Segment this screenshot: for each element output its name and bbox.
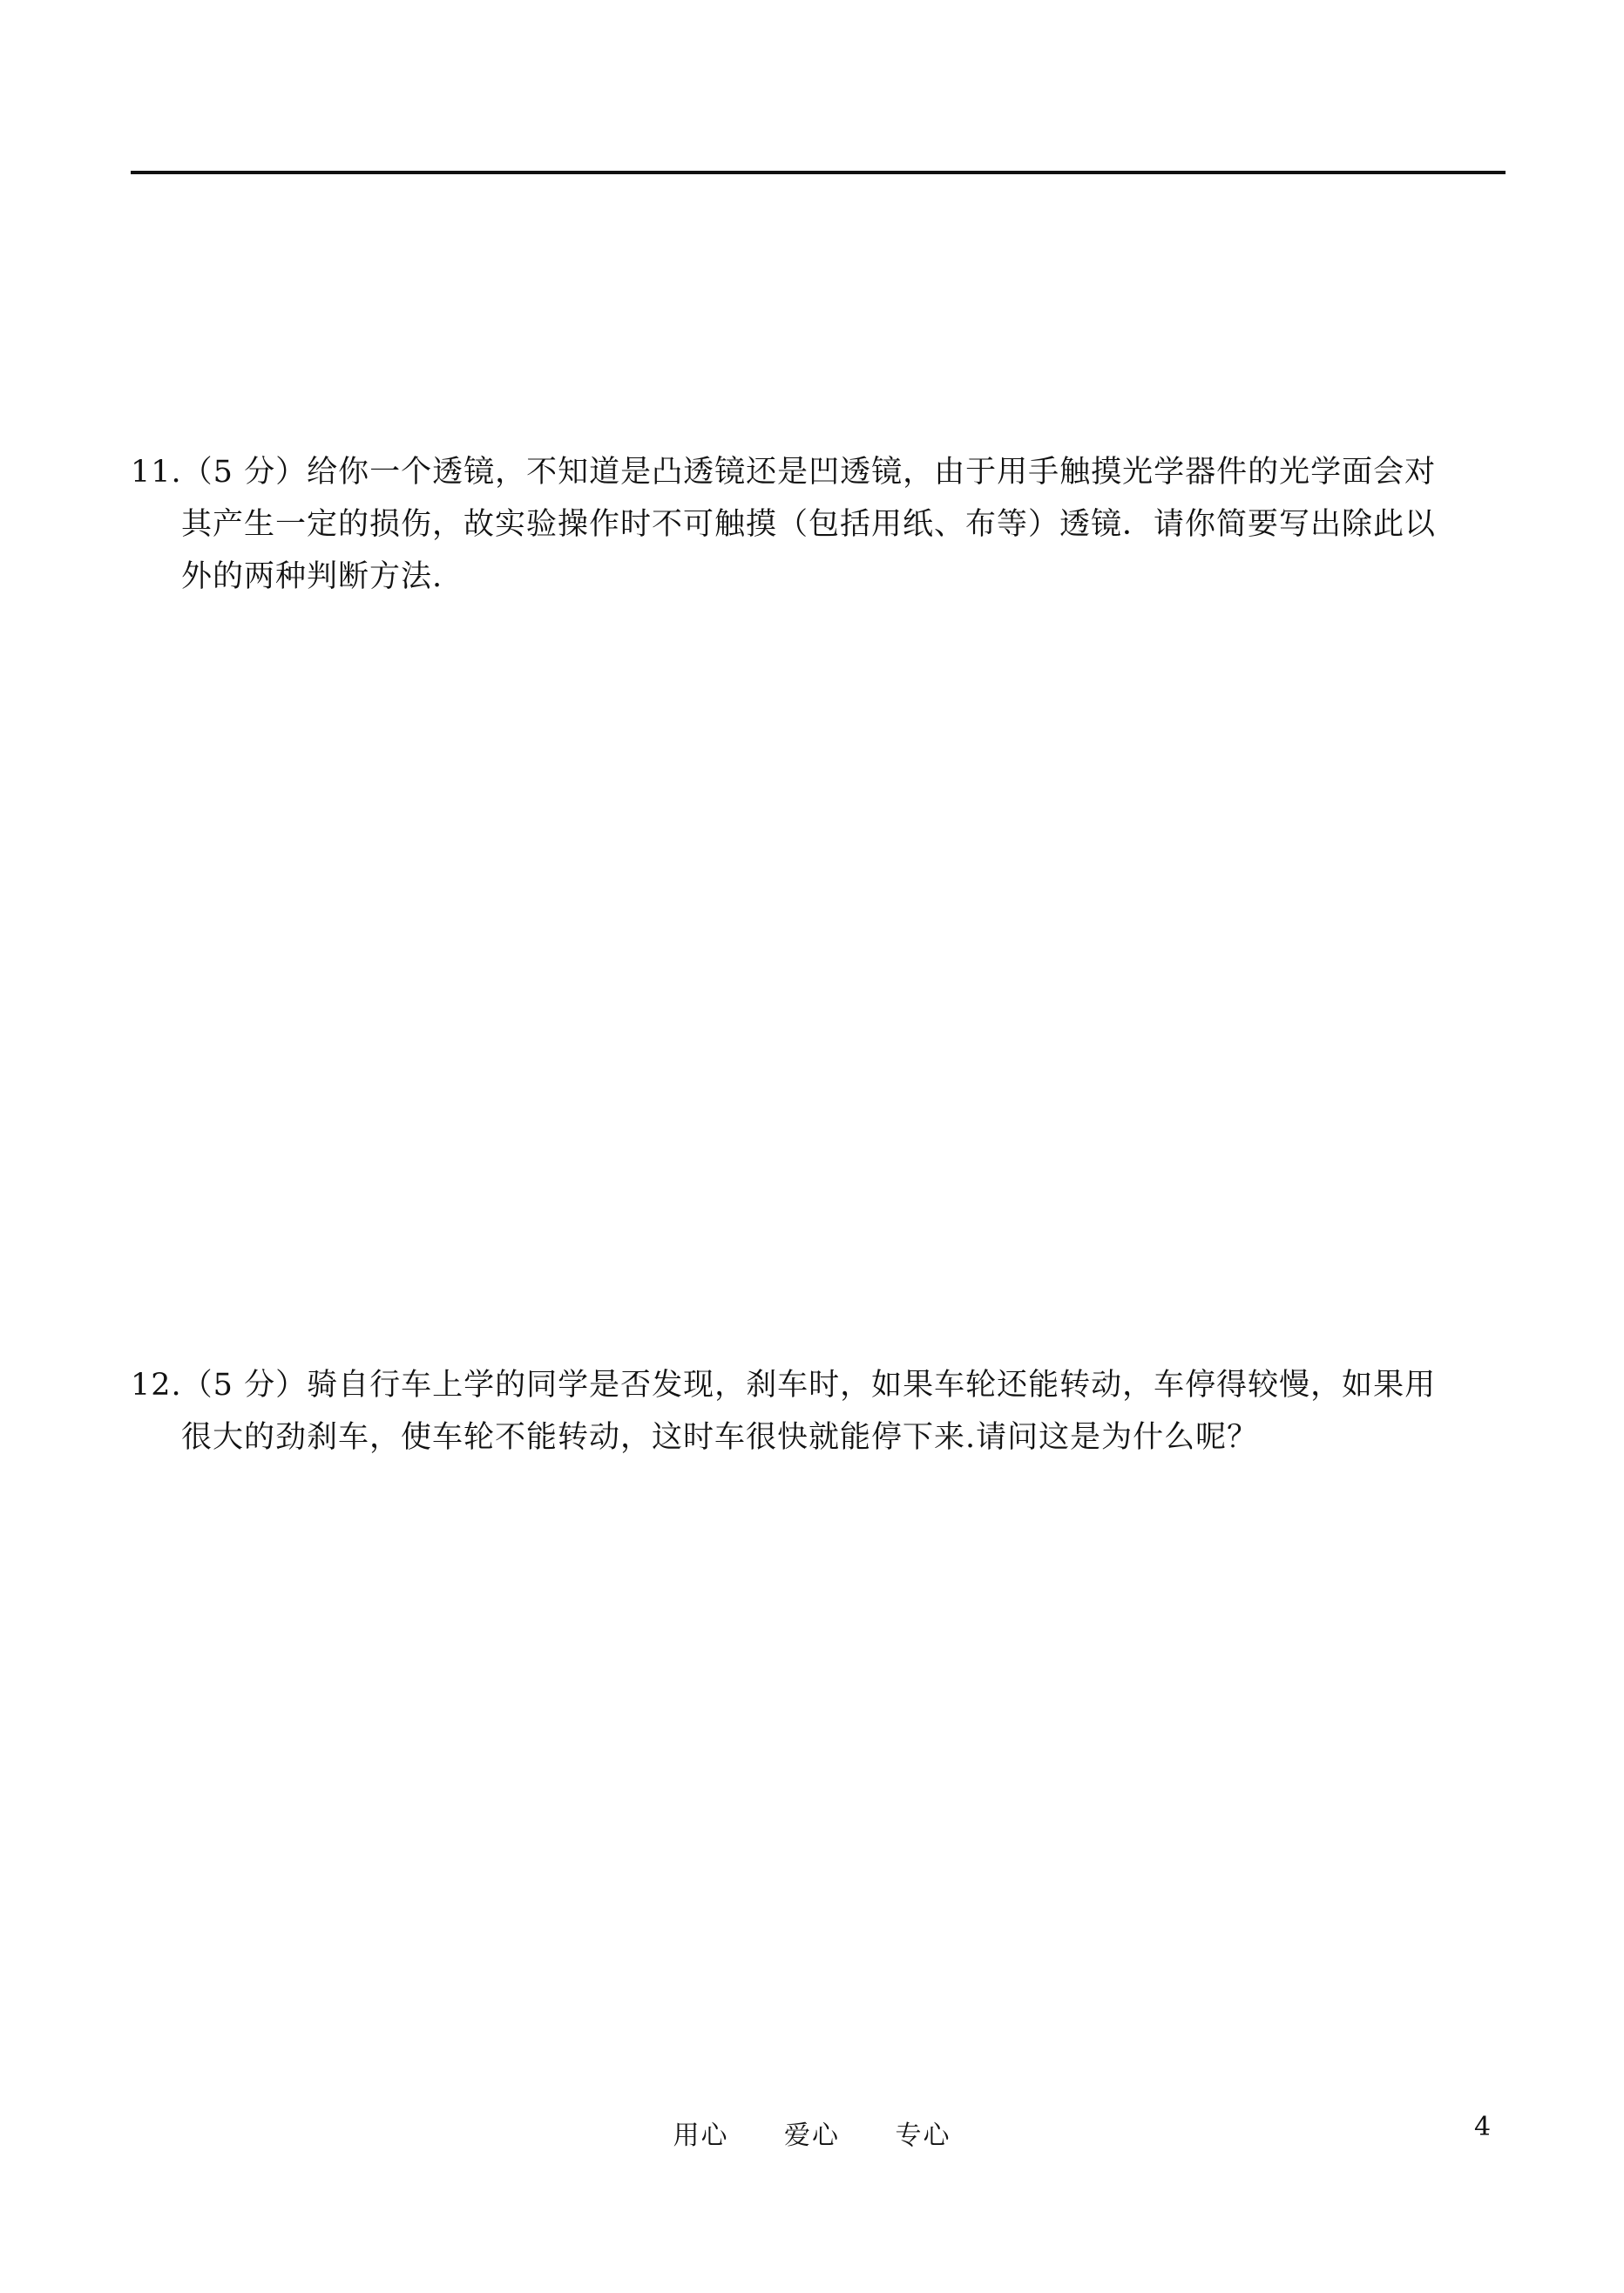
page-number: 4 <box>1474 2112 1492 2142</box>
question-first-line <box>131 1359 1506 1411</box>
question-number: 11. <box>131 455 182 490</box>
footer-slogan-item: 用心 <box>673 2121 729 2151</box>
question-number: 12. <box>131 1368 182 1403</box>
footer-slogan-item: 爱心 <box>784 2121 840 2151</box>
question-first-line <box>131 446 1506 498</box>
question-12 <box>131 1359 1506 1464</box>
footer-slogan <box>0 2114 1624 2152</box>
question-text-line: （5 分）骑自行车上学的同学是否发现，刹车时，如果车轮还能转动，车停得较慢，如果用 <box>181 1368 1437 1403</box>
header-rule <box>131 171 1506 174</box>
question-text-line: 外的两种判断方法. <box>181 559 443 594</box>
question-text-line: 其产生一定的损伤，故实验操作时不可触摸（包括用纸、布等）透镜．请你简要写出除此以 <box>181 507 1437 542</box>
question-11 <box>131 446 1506 603</box>
question-text-line: （5 分）给你一个透镜，不知道是凸透镜还是凹透镜，由于用手触摸光学器件的光学面会对 <box>181 455 1437 490</box>
footer-slogan-item: 专心 <box>895 2121 951 2151</box>
question-text-line: 很大的劲刹车，使车轮不能转动，这时车很快就能停下来.请问这是为什么呢？ <box>181 1420 1259 1455</box>
